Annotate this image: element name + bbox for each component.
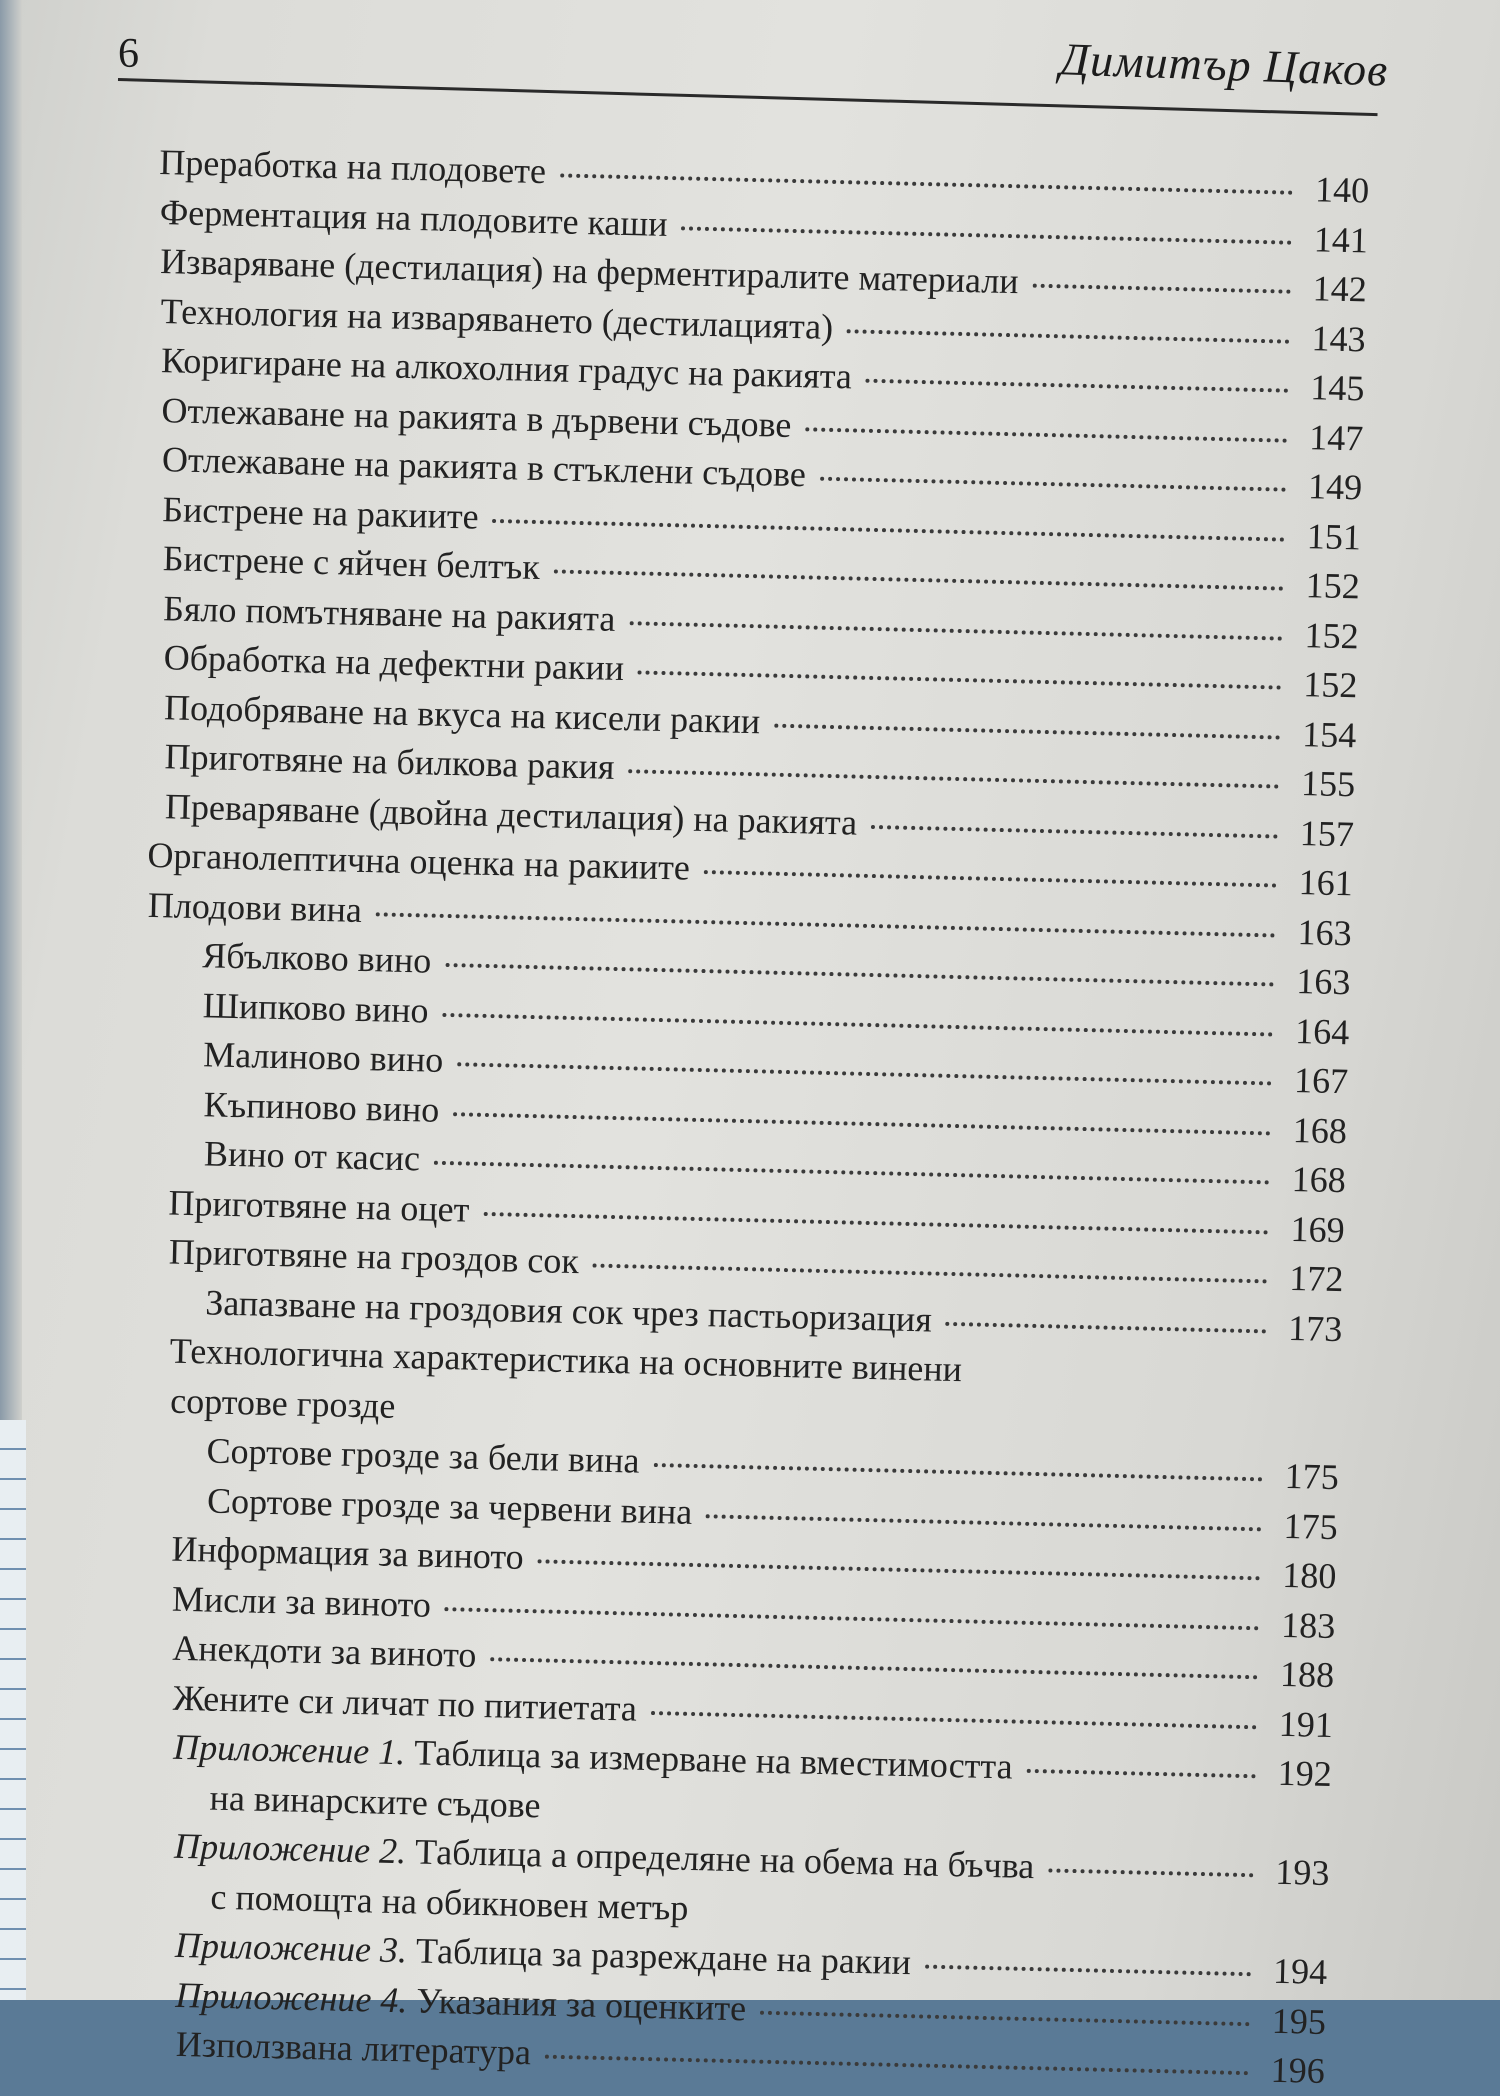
dot-leader — [453, 1112, 1271, 1135]
dot-leader — [376, 912, 1276, 937]
dot-leader — [457, 1062, 1272, 1085]
toc-entry-text: Сортове грозде за червени вина — [206, 1479, 693, 1532]
toc-entry-text: Приготвяне на оцет — [168, 1182, 470, 1230]
toc-page-number: 151 — [1306, 515, 1362, 557]
toc-entry-text: Вино от касис — [203, 1133, 421, 1179]
toc-entry-title — [159, 138, 547, 197]
toc-entry-title — [171, 1525, 524, 1583]
appendix-label: Приложение 3. — [174, 1924, 408, 1971]
dot-leader — [702, 1914, 1252, 1927]
dot-leader — [554, 569, 1284, 590]
toc-entry-text: Обработка на дефектни ракии — [163, 637, 625, 689]
toc-entry-title — [170, 1376, 396, 1431]
toc-entry-title — [172, 1624, 477, 1681]
dot-leader — [483, 1211, 1268, 1234]
toc-entry-text: Сортове грозде за бели вина — [206, 1430, 640, 1481]
dot-leader — [492, 518, 1284, 541]
toc-page-number: 183 — [1280, 1604, 1336, 1646]
toc-page-number: 164 — [1294, 1010, 1350, 1052]
toc-entry-text: Ябълково вино — [201, 935, 432, 981]
dot-leader — [976, 1376, 1265, 1383]
toc-entry-text: Таблица а определяне на обема на бъчва — [405, 1831, 1035, 1887]
toc-entry-text: Ферментация на плодовите каши — [159, 191, 668, 244]
dot-leader — [866, 379, 1289, 393]
toc-page-number — [1278, 1438, 1340, 1439]
notebook-edge — [0, 1420, 26, 2000]
toc-page-number — [1279, 1389, 1341, 1390]
toc-entry-text: Изваряване (дестилация) на ферментиралите материали — [159, 241, 1020, 302]
dot-leader — [490, 1657, 1258, 1679]
toc-page-number: 155 — [1300, 763, 1356, 805]
toc-entry-text: Подобряване на вкуса на кисели ракии — [163, 686, 761, 741]
toc-page-number: 154 — [1301, 713, 1357, 755]
toc-page-number: 163 — [1295, 961, 1351, 1003]
toc-page-number: 194 — [1272, 1950, 1328, 1993]
toc-page-number: 168 — [1292, 1109, 1348, 1151]
toc-page-number: 152 — [1304, 614, 1360, 656]
toc-entry-text: Технологична характеристика на основните винени — [169, 1330, 963, 1390]
table-of-contents — [115, 138, 1370, 2096]
dot-leader — [946, 1321, 1267, 1333]
dot-leader — [638, 670, 1282, 689]
toc-page-number: 191 — [1278, 1703, 1334, 1745]
toc-entry-title — [162, 534, 540, 592]
dot-leader — [442, 1012, 1273, 1036]
toc-page-number: 161 — [1298, 862, 1354, 904]
dot-leader — [704, 870, 1277, 888]
dot-leader — [760, 2010, 1250, 2026]
toc-page-number: 149 — [1307, 466, 1363, 508]
toc-entry-title — [202, 981, 429, 1036]
toc-entry-title — [202, 931, 432, 986]
toc-entry-text: Приготвяне на гроздов сок — [168, 1231, 580, 1282]
dot-leader — [434, 1161, 1270, 1185]
toc-entry-text: Шипково вино — [202, 984, 429, 1031]
toc-entry-text: Приготвяне на билкова ракия — [164, 736, 615, 787]
toc-entry-text: Анекдоти за виното — [171, 1627, 477, 1675]
toc-entry-text: Къпиново вино — [203, 1083, 440, 1130]
toc-page-number: 168 — [1291, 1158, 1347, 1201]
toc-entry-title — [168, 1178, 470, 1235]
toc-entry-text: Бистрене с яйчен белтък — [162, 538, 541, 588]
toc-entry-text: с помощта на обикновен метър — [210, 1876, 689, 1928]
toc-entry-text: Използвана литература — [175, 2023, 532, 2073]
toc-page-number: 163 — [1297, 911, 1353, 953]
dot-leader — [925, 1965, 1251, 1977]
dot-leader — [847, 329, 1290, 343]
toc-page-number: 192 — [1277, 1752, 1333, 1795]
dot-leader — [629, 621, 1282, 640]
toc-page-number: 152 — [1302, 664, 1358, 706]
toc-entry-title — [203, 1080, 440, 1135]
toc-page-number: 188 — [1279, 1653, 1335, 1696]
toc-entry-text: Отлежаване на ракията в дървени съдове — [161, 389, 792, 445]
toc-page-number: 140 — [1314, 169, 1370, 211]
dot-leader — [653, 1463, 1262, 1481]
toc-entry-text: Плодови вина — [147, 884, 363, 930]
toc-page-number — [1268, 1834, 1330, 1835]
dot-leader — [593, 1264, 1268, 1284]
toc-page-number: 142 — [1312, 268, 1368, 310]
dot-leader — [871, 824, 1278, 838]
toc-entry-text: сортове грозде — [169, 1380, 396, 1426]
toc-page-number: 175 — [1284, 1455, 1340, 1498]
dot-leader — [651, 1711, 1257, 1729]
toc-entry-title — [203, 1030, 444, 1085]
toc-entry-text: Жените си личат по питиетата — [172, 1677, 638, 1729]
toc-entry-text: Органолептична оценка на ракиите — [147, 834, 691, 888]
toc-page-number: 175 — [1283, 1505, 1339, 1547]
toc-page-number: 173 — [1287, 1307, 1343, 1349]
toc-entry-title — [147, 880, 362, 935]
toc-entry-text: Указания за оценките — [406, 1979, 747, 2028]
dot-leader — [820, 477, 1286, 492]
toc-entry-text: Таблица за измерване на вместимостта — [404, 1732, 1014, 1787]
dot-leader — [1048, 1868, 1253, 1877]
toc-page-number: 157 — [1299, 812, 1355, 854]
toc-entry-title — [171, 1574, 431, 1630]
toc-entry-text: Отлежаване на ракията в стъклени съдове — [161, 439, 807, 495]
toc-page-number: 172 — [1288, 1257, 1344, 1300]
dot-leader — [1026, 1769, 1255, 1778]
toc-page-number: 169 — [1290, 1208, 1346, 1250]
toc-page-number: 147 — [1308, 416, 1364, 458]
toc-entry-text: Преработка на плодовете — [158, 141, 547, 192]
toc-page-number: 180 — [1281, 1554, 1337, 1597]
toc-entry-title — [175, 2020, 531, 2078]
toc-entry-text: Преваряване (двойна дестилация) на ракията — [164, 785, 858, 843]
dot-leader — [409, 1412, 1264, 1432]
toc-entry-title — [162, 485, 479, 542]
dot-leader — [445, 963, 1274, 987]
toc-entry-text: Бяло помътняване на ракията — [162, 587, 616, 639]
toc-page-number: 145 — [1309, 367, 1365, 409]
toc-entry-text: Мисли за виното — [171, 1578, 432, 1625]
toc-page-number: 195 — [1271, 2000, 1327, 2042]
toc-page-number: 193 — [1274, 1851, 1330, 1894]
toc-page-number: 152 — [1305, 565, 1361, 607]
toc-entry-text: Малиново вино — [202, 1034, 444, 1080]
dot-leader — [560, 173, 1293, 194]
toc-entry-text: на винарските съдове — [209, 1777, 541, 1825]
dot-leader — [681, 226, 1292, 244]
toc-page-number — [1266, 1933, 1328, 1934]
toc-page-number: 143 — [1311, 317, 1367, 359]
page-number: 6 — [118, 31, 139, 77]
dot-leader — [774, 723, 1280, 739]
appendix-label: Приложение 4. — [174, 1974, 408, 2020]
toc-page-number: 141 — [1313, 218, 1369, 260]
appendix-label: Приложение 2. — [173, 1825, 407, 1872]
appendix-label: Приложение 1. — [172, 1726, 406, 1773]
toc-entry-text: Информация за виното — [171, 1528, 525, 1577]
toc-entry-text: Запазване на гроздовия сок чрез пастьоризация — [204, 1281, 933, 1340]
dot-leader — [545, 2055, 1249, 2076]
toc-entry-text: Бистрене на ракиите — [161, 488, 480, 537]
dot-leader — [537, 1559, 1260, 1580]
dot-leader — [445, 1607, 1259, 1630]
toc-entry-text: Таблица за разреждане на ракии — [406, 1930, 912, 1983]
toc-entry-title — [209, 1773, 541, 1830]
dot-leader — [805, 427, 1287, 442]
toc-page-number: 196 — [1270, 2049, 1326, 2091]
dot-leader — [554, 1811, 1254, 1827]
toc-entry-text: Технология на изваряването (дестилацията) — [160, 290, 834, 347]
running-header-author: Димитър Цаков — [1059, 33, 1389, 96]
dot-leader — [706, 1514, 1261, 1531]
dot-leader — [628, 769, 1279, 788]
toc-entry-text: Коригиране на алкохолния градус на ракията — [160, 340, 853, 397]
toc-entry-title — [203, 1129, 420, 1184]
dot-leader — [1032, 284, 1290, 294]
toc-page-number: 167 — [1293, 1059, 1349, 1102]
